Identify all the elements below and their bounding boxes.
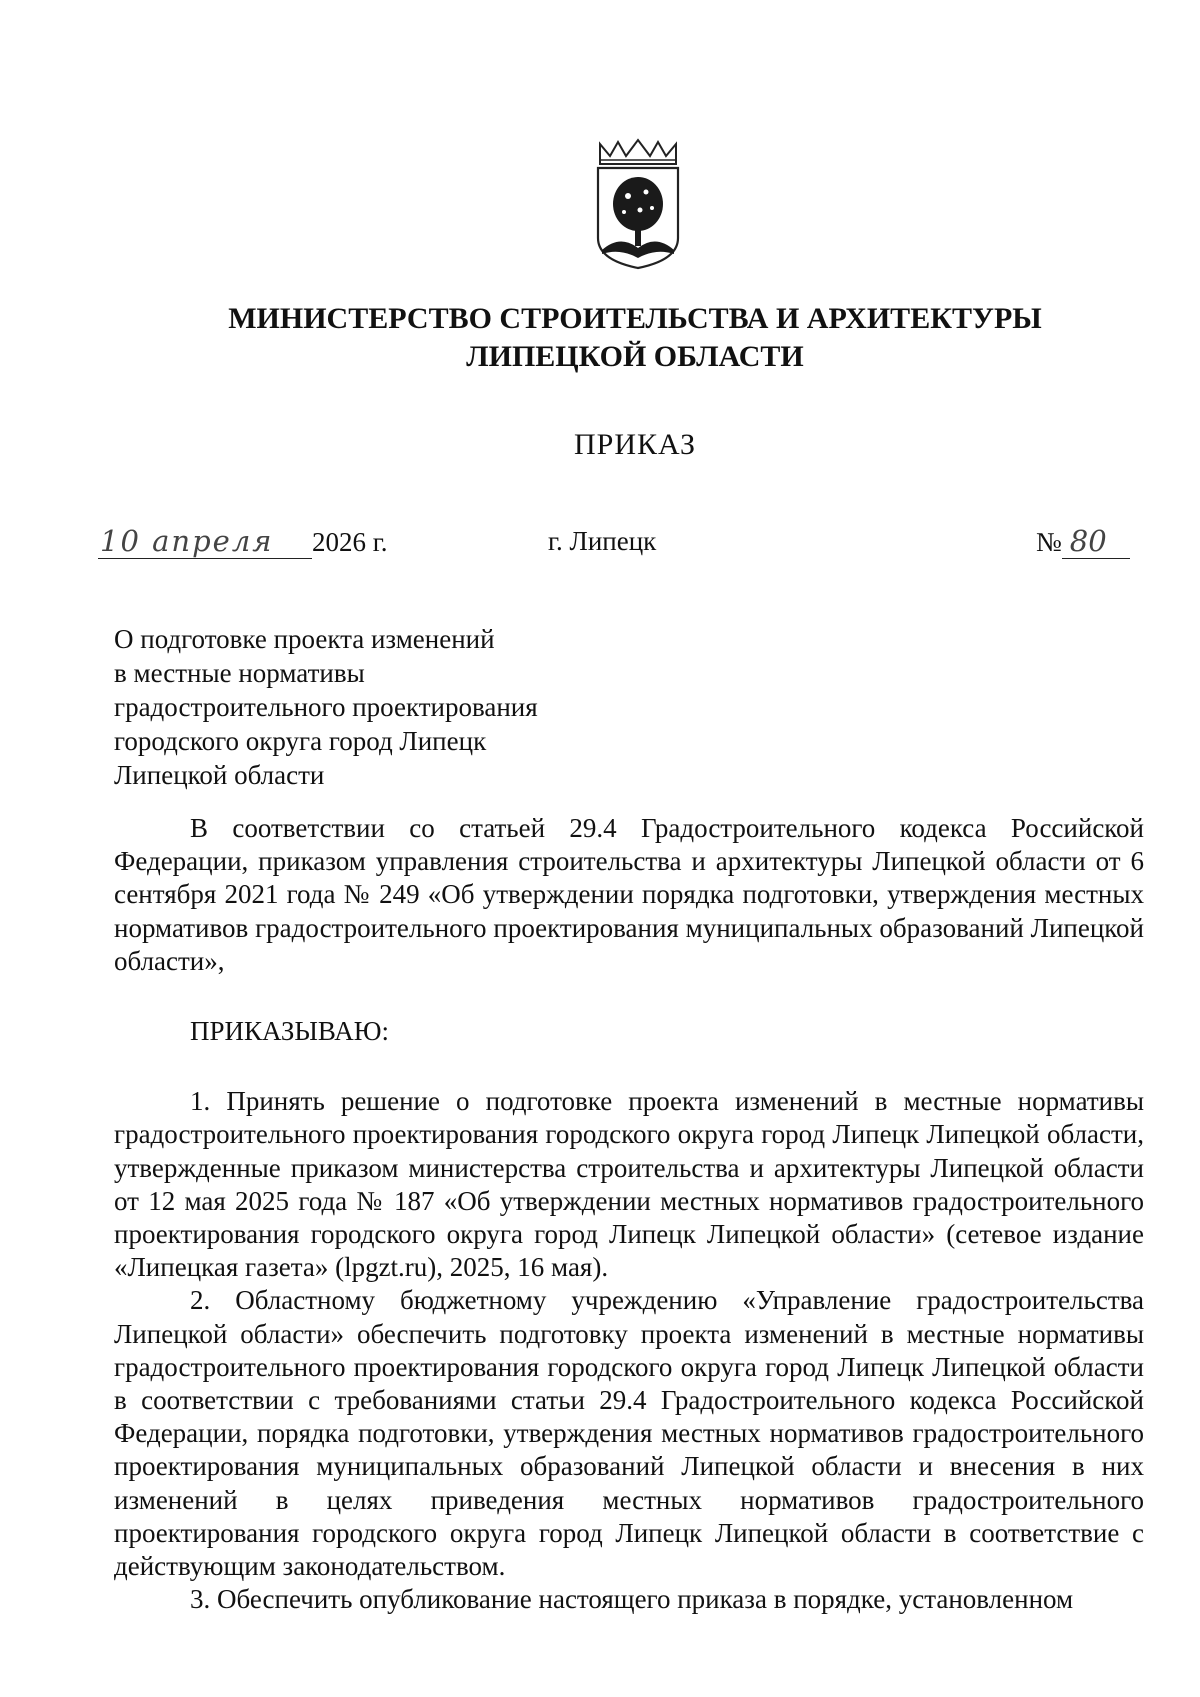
document-body [114, 812, 1144, 1616]
preamble-paragraph: В соответствии со статьей 29.4 Градостроительного кодекса Российской Федерации, приказом управления строительства и архитектуры Липецкой области от 6 сентября 2021 года № 249 «Об утверждении порядка подготовки, утверждения местных нормативов градостроительного проектирования муниципальных образований Липецкой области», [114, 813, 1144, 976]
document-city: г. Липецк [548, 526, 657, 556]
subject-line: градостроительного проектирования [114, 692, 538, 722]
subject-line: городского округа город Липецк [114, 726, 487, 756]
coat-of-arms-emblem [592, 138, 684, 270]
tree-crown-icon [613, 177, 663, 231]
order-word: ПРИКАЗЫВАЮ: [190, 1016, 389, 1047]
document-date [98, 524, 388, 559]
subject-line: О подготовке проекта изменений [114, 624, 495, 654]
document-subject [114, 622, 538, 792]
document-year: 2026 г. [312, 527, 388, 557]
number-label: № [1036, 527, 1062, 557]
handwritten-number: 80 [1062, 524, 1130, 559]
ministry-name [0, 300, 1200, 376]
ministry-name-line1: МИНИСТЕРСТВО СТРОИТЕЛЬСТВА И АРХИТЕКТУРЫ [228, 302, 1042, 335]
handwritten-date: 10 апреля [98, 524, 312, 559]
ministry-name-line2: ЛИПЕЦКОЙ ОБЛАСТИ [466, 340, 804, 373]
document-type-title: ПРИКАЗ [574, 428, 696, 461]
subject-line: в местные нормативы [114, 658, 365, 688]
order-item-2: 2. Областному бюджетному учреждению «Управление градостроительства Липецкой области» обеспечить подготовку проекта изменений в местные нормативы градостроительного проектирования городского округа город Липецк Липецкой области в соответствии с требованиями статьи 29.4 Градостроительного кодекса Российской Федерации, порядка подготовки, утверждения местных нормативов градостроительного проектирования муниципальных образований Липецкой области и внесения в них изменений в целях приведения местных нормативов градостроительного проектирования городского округа город Липецк Липецкой области в соответствие с действующим законодательством. [114, 1285, 1144, 1582]
subject-line: Липецкой области [114, 760, 325, 790]
document-number [1036, 524, 1130, 559]
order-item-3: 3. Обеспечить опубликование настоящего приказа в порядке, установленном [190, 1584, 1074, 1615]
order-item-1: 1. Принять решение о подготовке проекта изменений в местные нормативы градостроительного проектирования городского округа город Липецк Липецкой области, утвержденные приказом министерства строительства и архитектуры Липецкой области от 12 мая 2025 года № 187 «Об утверждении местных нормативов градостроительного проектирования городского округа город Липецк Липецкой области» (сетевое издание «Липецкая газета» (lpgzt.ru), 2025, 16 мая). [114, 1086, 1144, 1283]
